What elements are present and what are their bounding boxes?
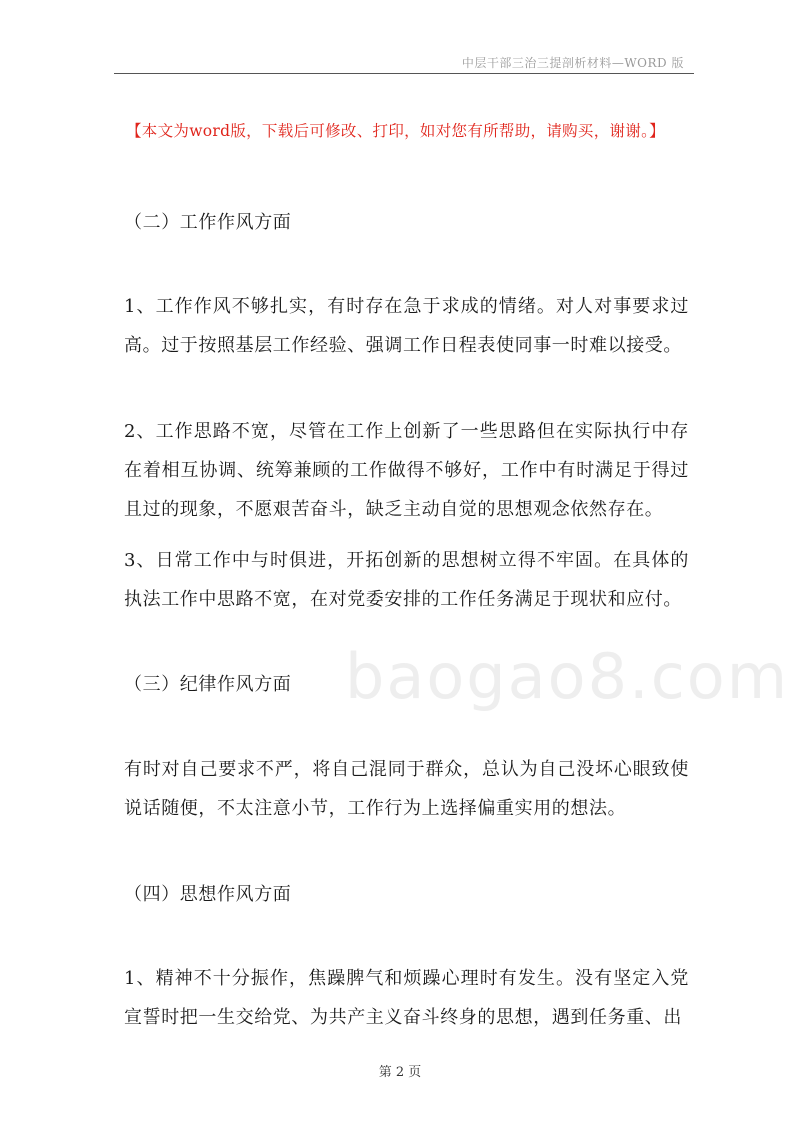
paragraph-item-1: 1、工作作风不够扎实，有时存在急于求成的情绪。对人对事要求过高。过于按照基层工作经验、强调工作日程表使同事一时难以接受。	[124, 296, 689, 356]
section-heading-thought: （四）思想作风方面	[124, 884, 292, 905]
page-number: 第 2 页	[378, 1065, 422, 1080]
paragraph-thought-item-1: 1、精神不十分振作，焦躁脾气和烦躁心理时有发生。没有坚定入党宣誓时把一生交给党、为共产主义奋斗终身的思想，遇到任务重、出	[124, 968, 689, 1028]
watermark: baogao8.com	[345, 640, 790, 713]
paragraph-item-2: 2、工作思路不宽，尽管在工作上创新了一些思路但在实际执行中存在着相互协调、统筹兼顾的工作做得不够好，工作中有时满足于得过且过的现象，不愿艰苦奋斗，缺乏主动自觉的思想观念依然存在。	[124, 421, 689, 520]
header-divider	[114, 73, 694, 74]
page-header-title: 中层干部三治三提剖析材料—WORD 版	[461, 56, 684, 70]
paragraph-discipline: 有时对自己要求不严，将自己混同于群众，总认为自己没坏心眼致使说话随便，不太注意小节，工作行为上选择偏重实用的想法。	[124, 759, 689, 819]
section-heading-discipline: （三）纪律作风方面	[124, 674, 292, 695]
purchase-notice: 【本文为word版，下载后可修改、打印，如对您有所帮助，请购买，谢谢。】	[126, 122, 665, 140]
paragraph-item-3: 3、日常工作中与时俱进，开拓创新的思想树立得不牢固。在具体的执法工作中思路不宽，在对党委安排的工作任务满足于现状和应付。	[124, 550, 689, 610]
section-heading-work-style: （二）工作作风方面	[124, 212, 292, 233]
